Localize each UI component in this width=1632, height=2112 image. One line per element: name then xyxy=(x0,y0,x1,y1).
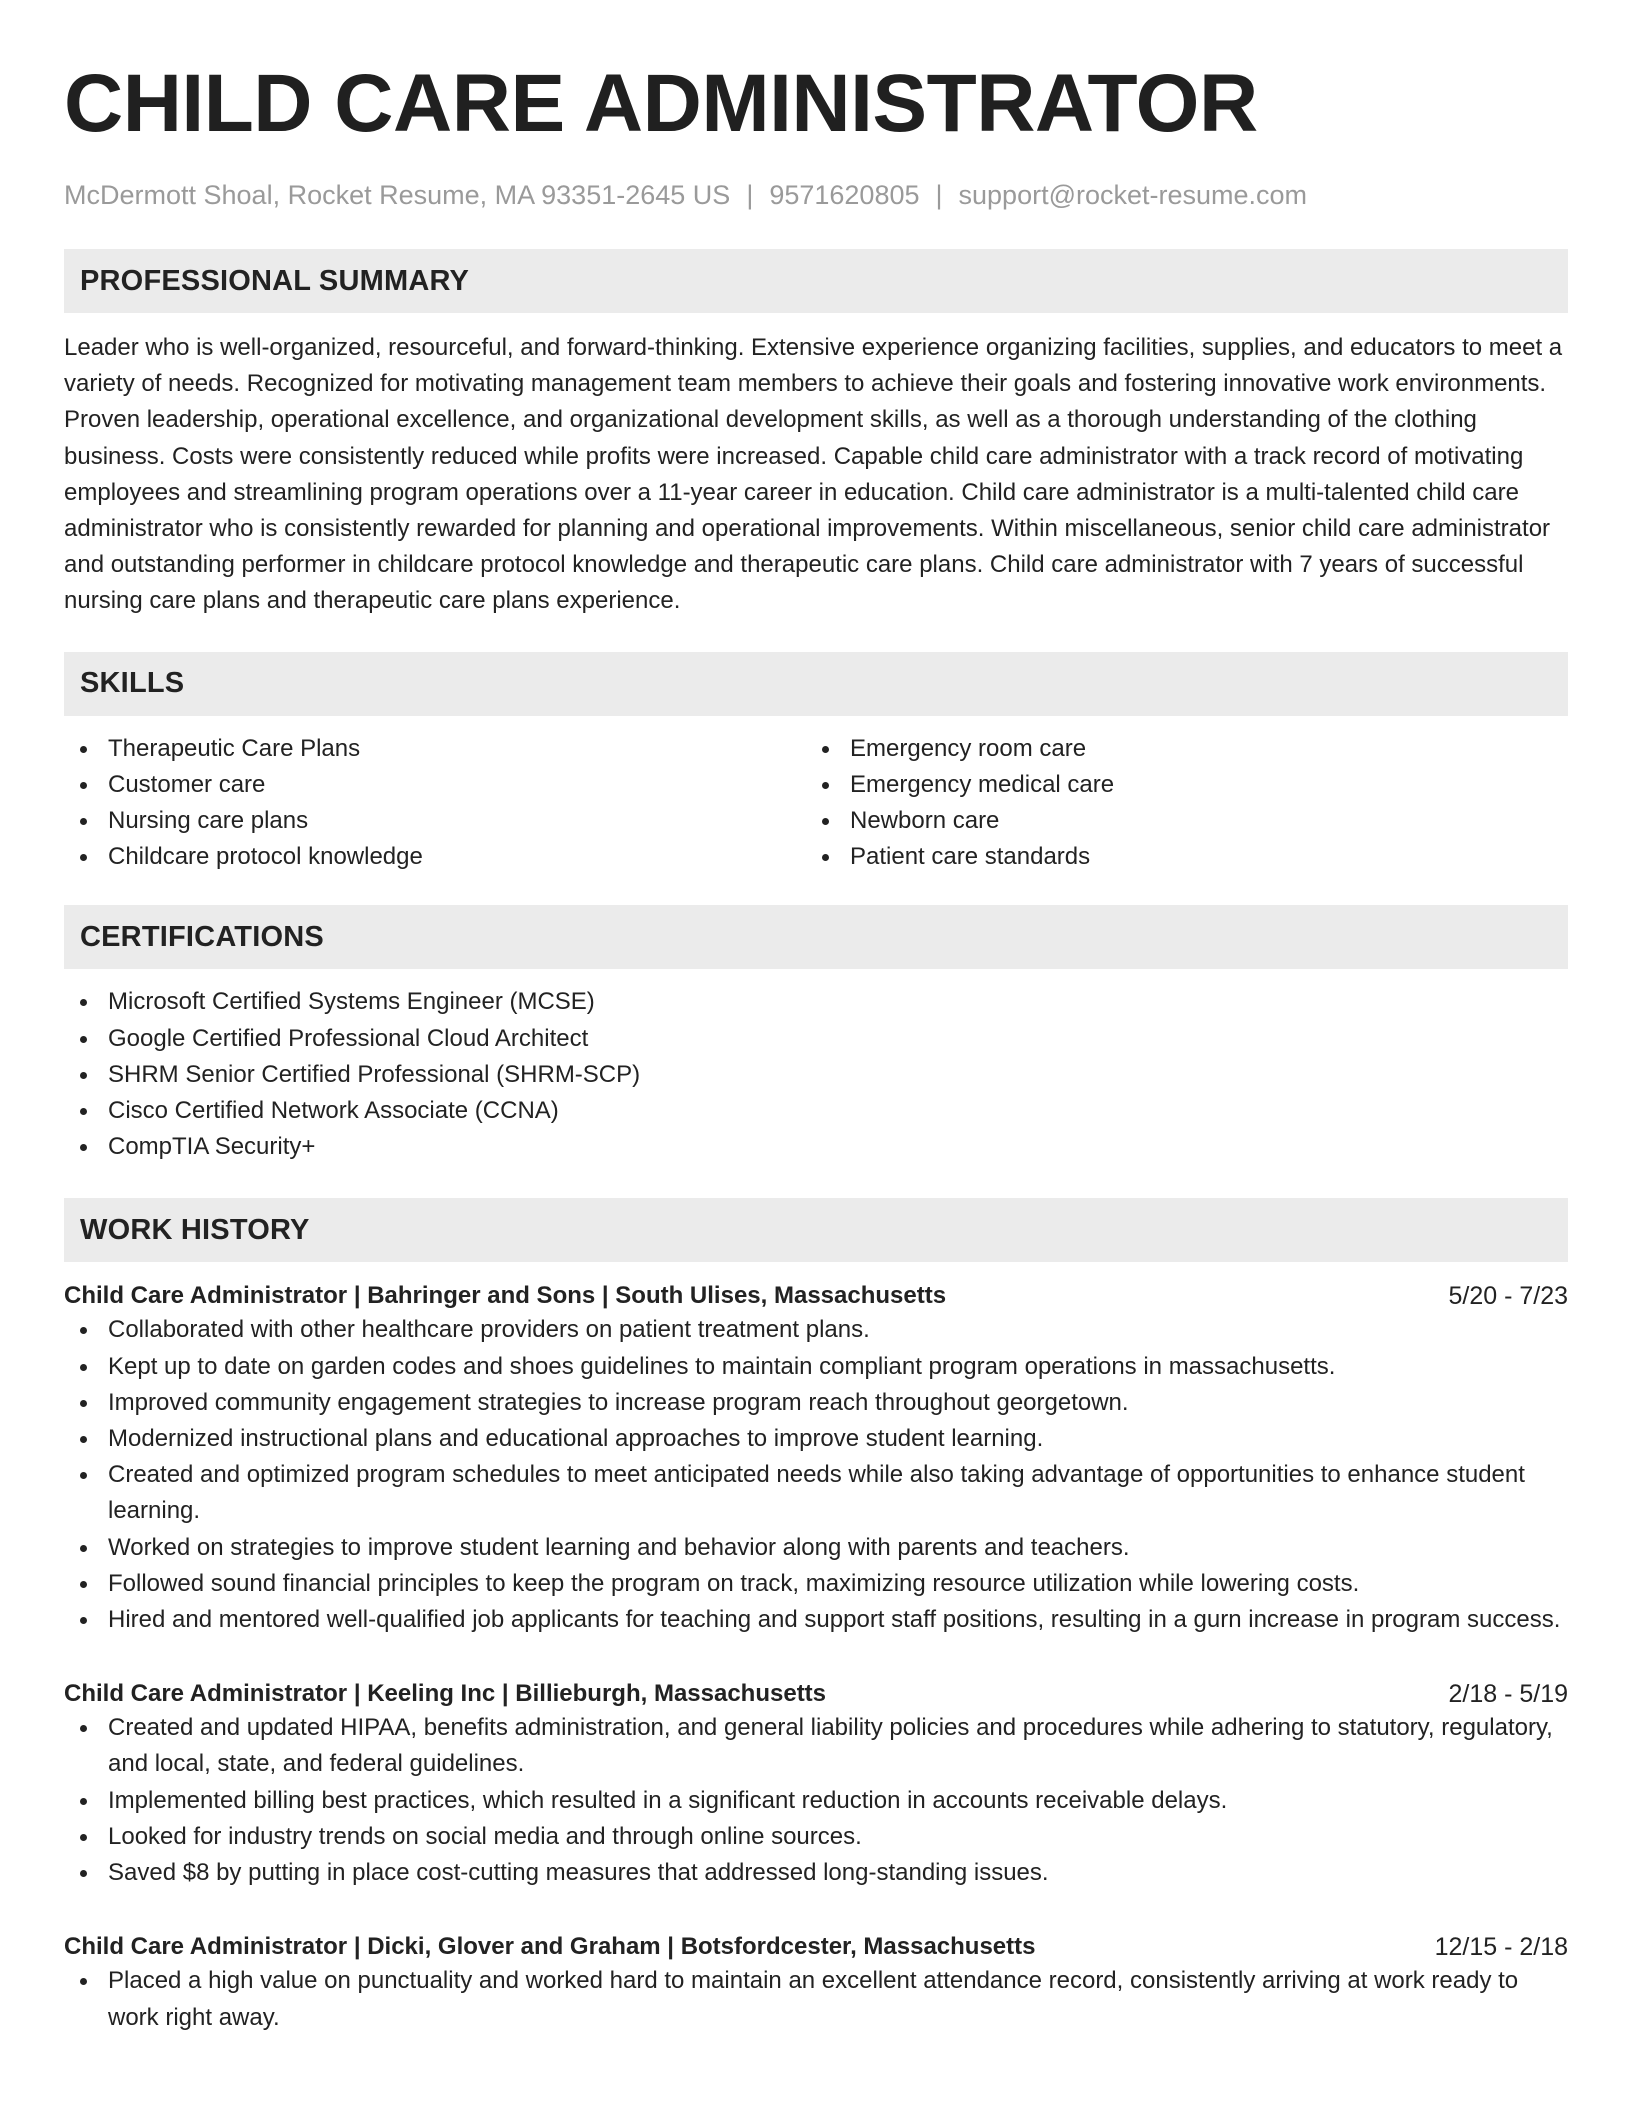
job-bullet xyxy=(64,1819,1568,1855)
work-history-section xyxy=(64,1198,1568,2035)
job-bullet xyxy=(64,1855,1568,1891)
contact-line xyxy=(64,178,1568,212)
job-bullet xyxy=(64,1312,1568,1348)
job-title: Child Care Administrator | Dicki, Glover and Graham | Botsfordcester, Massachusetts xyxy=(64,1933,1036,1961)
certification-item xyxy=(64,1057,1568,1093)
contact-email: support@rocket-resume.com xyxy=(958,180,1308,210)
job-bullet xyxy=(64,1530,1568,1566)
bullet-dot xyxy=(80,1108,87,1115)
contact-separator: | xyxy=(746,180,754,210)
job-bullet xyxy=(64,1710,1568,1782)
bullet-dot xyxy=(822,782,829,789)
bullet-dot xyxy=(80,999,87,1006)
bullet-dot xyxy=(80,1072,87,1079)
job-bullet xyxy=(64,1783,1568,1819)
bullet-dot xyxy=(80,1545,87,1552)
jobs-container xyxy=(64,1280,1568,2035)
bullet-dot xyxy=(80,1725,87,1732)
job-bullets xyxy=(64,1312,1568,1638)
skill-item xyxy=(806,803,1548,839)
section-heading-skills: SKILLS xyxy=(64,652,1568,716)
contact-separator: | xyxy=(935,180,943,210)
bullet-dot xyxy=(80,1834,87,1841)
certification-item-text: Microsoft Certified Systems Engineer (MCSE) xyxy=(108,988,595,1016)
job-bullets xyxy=(64,1963,1568,2035)
job-entry xyxy=(64,1280,1568,1638)
job-bullet-text: Modernized instructional plans and educational approaches to improve student learning. xyxy=(108,1425,1044,1453)
certification-item xyxy=(64,984,1568,1020)
skill-item xyxy=(806,839,1548,875)
skills-section xyxy=(64,652,1568,876)
certification-item-text: Cisco Certified Network Associate (CCNA) xyxy=(108,1097,559,1125)
contact-address: McDermott Shoal, Rocket Resume, MA 93351-2645 US xyxy=(64,180,731,210)
job-header xyxy=(64,1931,1568,1963)
job-dates: 5/20 - 7/23 xyxy=(1448,1282,1568,1311)
skill-item xyxy=(64,839,806,875)
skill-item xyxy=(806,767,1548,803)
bullet-dot xyxy=(80,1436,87,1443)
bullet-dot xyxy=(80,1400,87,1407)
job-bullets xyxy=(64,1710,1568,1891)
job-bullet-text: Placed a high value on punctuality and worked hard to maintain an excellent attendance record, consistently arriving at work ready to work right away. xyxy=(108,1967,1519,2031)
bullet-dot xyxy=(80,1870,87,1877)
job-bullet xyxy=(64,1421,1568,1457)
skill-item-text: Emergency medical care xyxy=(850,770,1115,798)
job-bullet xyxy=(64,1457,1568,1529)
bullet-dot xyxy=(80,854,87,861)
skill-item xyxy=(64,767,806,803)
skill-item-text: Customer care xyxy=(108,770,266,798)
bullet-dot xyxy=(80,782,87,789)
job-bullet-text: Saved $8 by putting in place cost-cutting measures that addressed long-standing issues. xyxy=(108,1859,1049,1887)
job-bullet-text: Created and updated HIPAA, benefits administration, and general liability policies and procedures while adhering to statutory, regulatory, and local, state, and federal guidelines. xyxy=(108,1714,1553,1778)
certification-item xyxy=(64,1021,1568,1057)
bullet-dot xyxy=(80,1978,87,1985)
bullet-dot xyxy=(822,818,829,825)
certification-item xyxy=(64,1129,1568,1165)
job-dates: 2/18 - 5/19 xyxy=(1448,1680,1568,1709)
job-bullet-text: Looked for industry trends on social media and through online sources. xyxy=(108,1822,862,1850)
contact-phone: 9571620805 xyxy=(769,180,920,210)
bullet-dot xyxy=(80,1617,87,1624)
job-bullet-text: Followed sound financial principles to keep the program on track, maximizing resource utilization while lowering costs. xyxy=(108,1569,1360,1597)
skills-grid xyxy=(64,731,1568,876)
summary-text: Leader who is well-organized, resourceful, and forward-thinking. Extensive experience organizing facilities, supplies, and educators to meet a variety of needs. Recognized for motivating management team members to achieve their goals and fostering innovative work environments. Proven leadership, operational excellence, and organizational development skills, as well as a thorough understanding of the clothing business. Costs were consistently reduced while profits were increased. Capable child care administrator with a track record of motivating employees and streamlining program operations over a 11-year career in education. Child care administrator is a multi-talented child care administrator who is consistently rewarded for planning and operational improvements. Within miscellaneous, senior child care administrator and outstanding performer in childcare protocol knowledge and therapeutic care plans. Child care administrator with 7 years of successful nursing care plans and therapeutic care plans experience. xyxy=(64,334,1563,615)
skill-item-text: Newborn care xyxy=(850,807,1000,835)
job-bullet-text: Collaborated with other healthcare providers on patient treatment plans. xyxy=(108,1316,870,1344)
bullet-dot xyxy=(80,818,87,825)
job-bullet xyxy=(64,1385,1568,1421)
skills-column-right xyxy=(806,731,1548,876)
certifications-section xyxy=(64,905,1568,1165)
job-entry xyxy=(64,1678,1568,1891)
bullet-dot xyxy=(80,1144,87,1151)
skill-item xyxy=(64,731,806,767)
skill-item-text: Childcare protocol knowledge xyxy=(108,843,423,871)
skill-item-text: Nursing care plans xyxy=(108,807,309,835)
job-header xyxy=(64,1678,1568,1710)
certification-item-text: CompTIA Security+ xyxy=(108,1133,316,1161)
certification-item-text: Google Certified Professional Cloud Architect xyxy=(108,1024,589,1052)
skill-item xyxy=(806,731,1548,767)
skills-column-left xyxy=(64,731,806,876)
job-title: Child Care Administrator | Keeling Inc | Billieburgh, Massachusetts xyxy=(64,1680,827,1708)
certification-item xyxy=(64,1093,1568,1129)
bullet-dot xyxy=(822,854,829,861)
job-entry xyxy=(64,1931,1568,2035)
certification-item-text: SHRM Senior Certified Professional (SHRM-SCP) xyxy=(108,1060,641,1088)
job-dates: 12/15 - 2/18 xyxy=(1434,1933,1568,1962)
job-bullet-text: Implemented billing best practices, which resulted in a significant reduction in accounts receivable delays. xyxy=(108,1786,1228,1814)
skill-item-text: Emergency room care xyxy=(850,734,1087,762)
bullet-dot xyxy=(80,1798,87,1805)
job-bullet-text: Improved community engagement strategies to increase program reach throughout georgetown. xyxy=(108,1388,1129,1416)
job-header xyxy=(64,1280,1568,1312)
job-bullet xyxy=(64,1963,1568,2035)
bullet-dot xyxy=(80,1364,87,1371)
skills-list-left xyxy=(64,731,806,876)
bullet-dot xyxy=(822,746,829,753)
job-bullet xyxy=(64,1602,1568,1638)
bullet-dot xyxy=(80,746,87,753)
job-bullet xyxy=(64,1566,1568,1602)
bullet-dot xyxy=(80,1472,87,1479)
skill-item-text: Therapeutic Care Plans xyxy=(108,734,361,762)
bullet-dot xyxy=(80,1327,87,1334)
resume-name: CHILD CARE ADMINISTRATOR xyxy=(64,58,1258,149)
job-bullet-text: Hired and mentored well-qualified job applicants for teaching and support staff positions, resulting in a gurn increase in program success. xyxy=(108,1606,1561,1634)
skills-list-right xyxy=(806,731,1548,876)
section-heading-certifications: CERTIFICATIONS xyxy=(64,905,1568,969)
summary-section xyxy=(64,249,1568,620)
section-heading-summary: PROFESSIONAL SUMMARY xyxy=(64,249,1568,313)
job-bullet-text: Kept up to date on garden codes and shoes guidelines to maintain compliant program operations in massachusetts. xyxy=(108,1352,1336,1380)
job-bullet xyxy=(64,1349,1568,1385)
skill-item-text: Patient care standards xyxy=(850,843,1091,871)
bullet-dot xyxy=(80,1581,87,1588)
job-bullet-text: Created and optimized program schedules to meet anticipated needs while also taking advantage of opportunities to enhance student learning. xyxy=(108,1461,1525,1525)
bullet-dot xyxy=(80,1036,87,1043)
job-bullet-text: Worked on strategies to improve student learning and behavior along with parents and teachers. xyxy=(108,1533,1130,1561)
job-title: Child Care Administrator | Bahringer and Sons | South Ulises, Massachusetts xyxy=(64,1282,947,1310)
section-heading-work-history: WORK HISTORY xyxy=(64,1198,1568,1262)
skill-item xyxy=(64,803,806,839)
certifications-list xyxy=(64,984,1568,1165)
